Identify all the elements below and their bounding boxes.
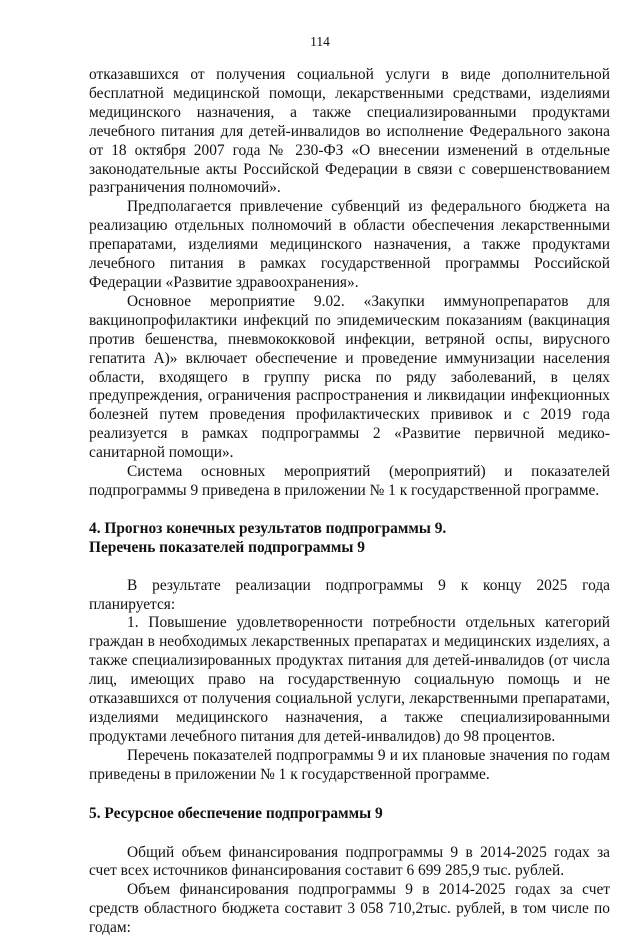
paragraph: 1. Повышение удовлетворенности потребности отдельных категорий граждан в необходимых лекарственных препаратах и медицинских изделиях, а также специализированных продуктах питания для детей-инвалидов (от числа лиц, имеющих право на государственную социальную помощь и не отказавшихся от получения социальной услуги, лекарственными препаратами, изделиями медицинского назначения, а также специализированными продуктами лечебного питания для детей-инвалидов) до 98 процентов.: [89, 614, 610, 745]
spacer: [89, 558, 610, 577]
spacer: [89, 824, 610, 844]
paragraph: Система основных мероприятий (мероприятий) и показателей подпрограммы 9 приведена в приложении № 1 к государственной программе.: [89, 463, 610, 499]
section-heading: 5. Ресурсное обеспечение подпрограммы 9: [89, 804, 383, 822]
paragraph: Основное мероприятие 9.02. «Закупки иммунопрепаратов для вакцинопрофилактики инфекций по эпидемическим показаниям (вакцинация против бешенства, пневмококковой инфекции, ветряной оспы, вирусного гепатита А)» включает обеспечение и проведение иммунизации населения области, входящего в группу риска по ряду заболеваний, в целях предупреждения, ограничения распространения и ликвидации инфекционных болезней путем проведения профилактических прививок и с 2019 года реализуется в рамках подпрограммы 2 «Развитие первичной медико-санитарной помощи».: [89, 292, 610, 462]
paragraph: Объем финансирования подпрограммы 9 в 2014-2025 годах за счет средств областного бюджета составит 3 058 710,2тыс. рублей, в том числе по годам:: [89, 881, 610, 937]
section-heading: 4. Прогноз конечных результатов подпрограммы 9.: [89, 519, 447, 537]
paragraph: Перечень показателей подпрограммы 9 и их плановые значения по годам приведены в приложении № 1 к государственной программе.: [89, 746, 610, 783]
page-number: 114: [310, 34, 330, 49]
paragraph: отказавшихся от получения социальной услуги в виде дополнительной бесплатной медицинской помощи, лекарственными средствами, изделиями медицинского назначения, а также специализированными продуктами лечебного питания для детей-инвалидов во исполнение Федерального закона от 18 октября 2007 года № 230-ФЗ «О внесении изменений в отдельные законодательные акты Российской Федерации в связи с совершенствованием разграничения полномочий».: [89, 66, 610, 197]
spacer: [89, 785, 610, 805]
paragraph: Общий объем финансирования подпрограммы 9 в 2014-2025 годах за счет всех источников финансирования составит 6 699 285,9 тыс. рублей.: [89, 843, 610, 880]
spacer: [89, 501, 610, 520]
paragraph: В результате реализации подпрограммы 9 к концу 2025 года планируется:: [89, 576, 610, 613]
section-heading: Перечень показателей подпрограммы 9: [89, 538, 365, 556]
paragraph: Предполагается привлечение субвенций из федерального бюджета на реализацию отдельных полномочий в области обеспечения лекарственными препаратами, изделиями медицинского назначения, а также продуктами лечебного питания в рамках государственной программы Российской Федерации «Развитие здравоохранения».: [89, 198, 610, 291]
document-body: [89, 66, 610, 938]
